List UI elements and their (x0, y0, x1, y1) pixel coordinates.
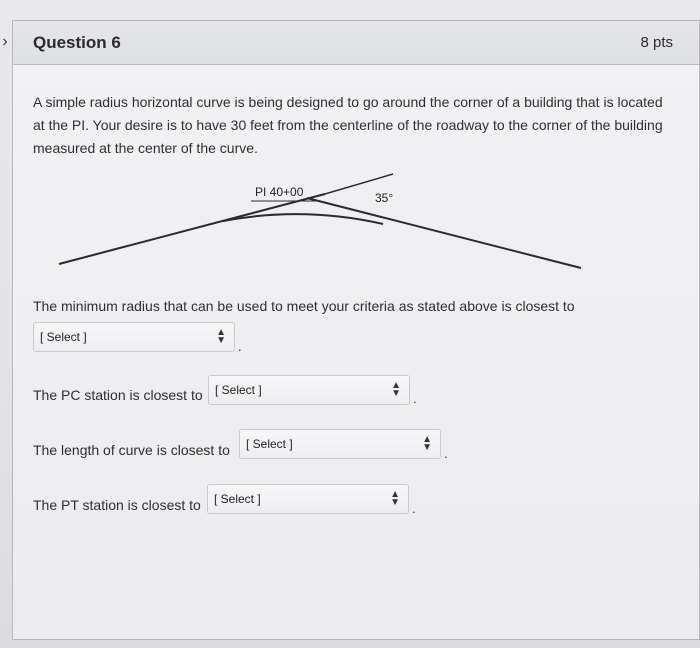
chevron-right-icon[interactable]: › (2, 33, 8, 50)
question-prompt: A simple radius horizontal curve is being designed to go around the corner of a building that is located at the PI. Your desire is to have 30 feet from the centerline of the roadway to the corner of the building measured at the center of the curve. (33, 94, 663, 156)
select-minimum-radius[interactable] (33, 322, 235, 352)
updown-arrows-icon: ▲ ▼ (422, 434, 432, 453)
pi-label: PI 40+00 (255, 185, 304, 199)
select-pt-station[interactable] (207, 484, 409, 514)
curve-diagram (53, 166, 593, 276)
updown-arrows-icon: ▲ ▼ (216, 327, 226, 346)
forward-tangent-line (307, 198, 581, 268)
question-points: 8 pts (640, 34, 673, 51)
select-pc-station-value: [ Select ] (215, 383, 262, 397)
deflection-angle-label: 35° (375, 191, 394, 205)
updown-arrows-icon: ▲ ▼ (391, 380, 401, 399)
updown-arrows-icon: ▲ ▼ (390, 489, 400, 508)
part-1-text: The minimum radius that can be used to meet your criteria as stated above is closest to (33, 298, 575, 314)
part-2-text: The PC station is closest to (33, 387, 203, 403)
part-3-text: The length of curve is closest to (33, 442, 230, 458)
question-header (13, 21, 699, 65)
question-card: Question 6 8 pts A simple radius horizontal curve is being designed to go around the corner of a building that is located at the PI. Your desire is to have 30 feet from the centerline of the roadway to the corner of the building measured at the center of the curve. PI 40+00 35° The minimum radius that can be used to meet your criteria as stated above is closest to [ Select ] ▲ ▼ . The PC station is closest to [ Select ] ▲ ▼ . The length of curve is closest to [ Select ] ▲ ▼ . The PT station is closest to [ Select ] ▲ ▼ . (12, 20, 700, 640)
question-title: Question 6 (33, 32, 121, 52)
horizontal-curve (223, 214, 383, 224)
select-length-of-curve[interactable] (239, 429, 441, 459)
select-pt-station-value: [ Select ] (214, 492, 261, 506)
select-minimum-radius-value: [ Select ] (40, 330, 87, 344)
part-4-text: The PT station is closest to (33, 497, 201, 513)
back-tangent-line (59, 194, 325, 264)
select-length-of-curve-value: [ Select ] (246, 437, 293, 451)
select-pc-station[interactable] (208, 375, 410, 405)
